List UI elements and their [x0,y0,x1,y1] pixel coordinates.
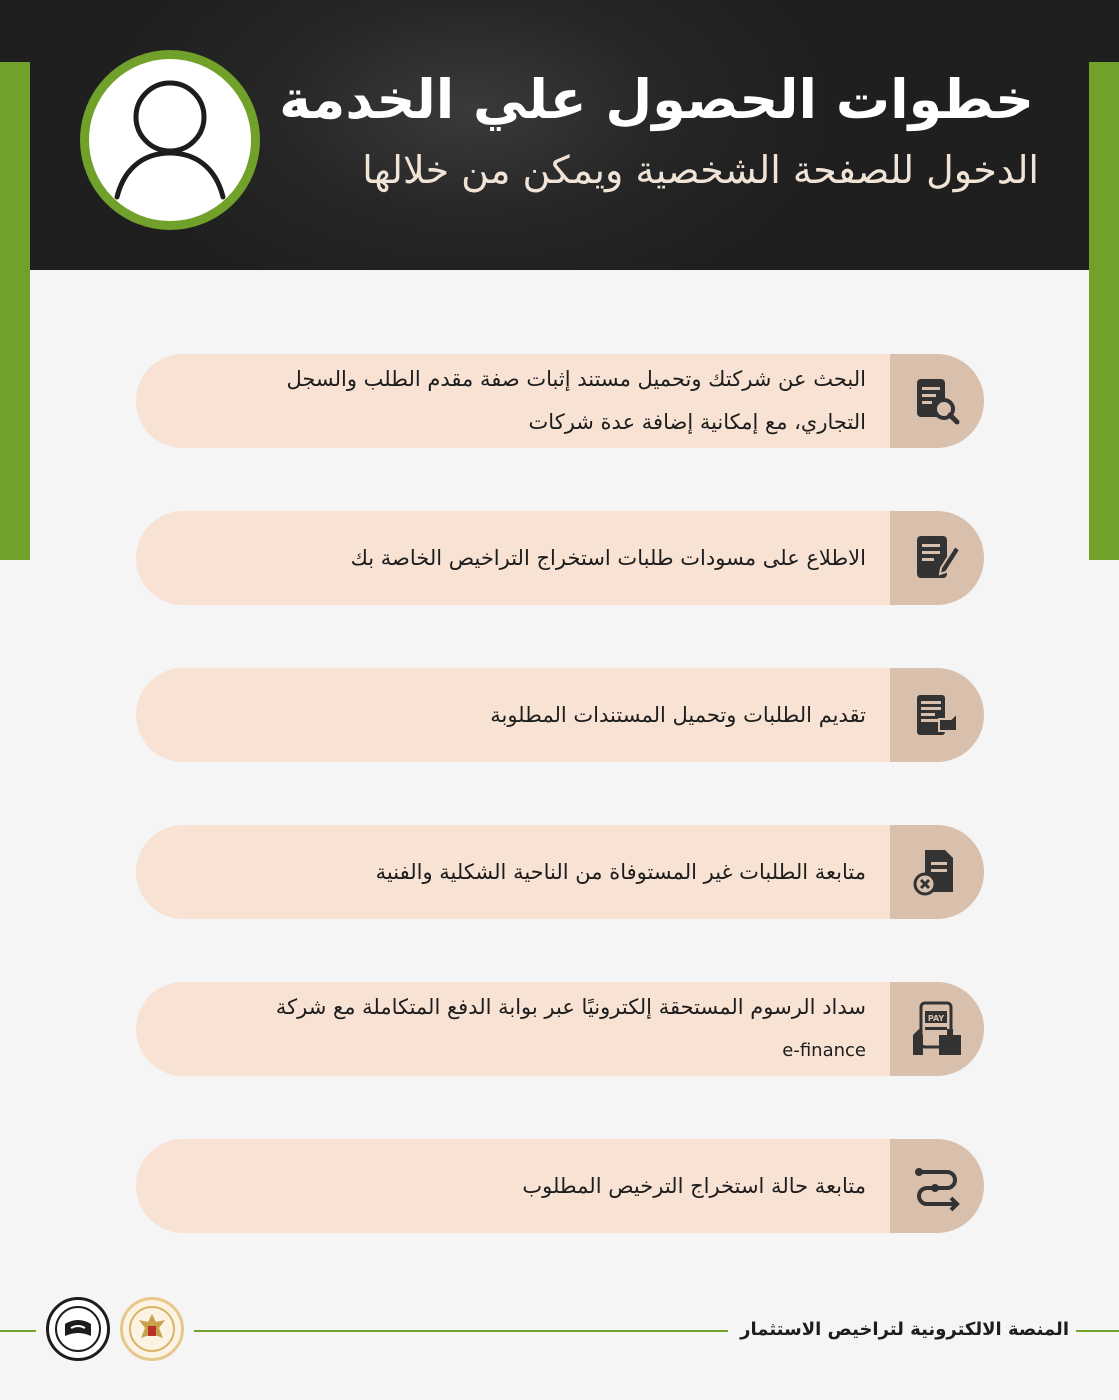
step-icon-container [890,825,984,919]
step-icon-container [890,982,984,1076]
step-item-6 [136,1139,984,1233]
step-item-4 [136,825,984,919]
step-icon-container [890,354,984,448]
mobile-pay-icon [909,1001,965,1057]
page-title: خطوات الحصول علي الخدمة [279,68,1034,131]
authority-logo [46,1297,110,1361]
step-line: متابعة حالة استخراج الترخيص المطلوب [522,1173,866,1198]
step-item-2 [136,511,984,605]
step-line: الاطلاع على مسودات طلبات استخراج التراخيص الخاصة بك [350,545,866,570]
right-accent-bar [1089,62,1119,560]
ministry-logo [120,1297,184,1361]
eagle-emblem-icon [127,1304,177,1354]
step-icon-container [890,511,984,605]
svg-text:PAY: PAY [927,1014,945,1023]
step-text [166,1139,866,1233]
document-search-icon [911,375,963,427]
step-line: التجاري، مع إمكانية إضافة عدة شركات [528,410,866,434]
footer-divider [0,1330,36,1332]
step-text [166,354,866,448]
step-line: متابعة الطلبات غير المستوفاة من الناحية الشكلية والفنية [375,859,866,884]
left-accent-bar [0,62,30,560]
footer-divider [194,1330,728,1332]
steps-list [136,354,984,1296]
step-line: سداد الرسوم المستحقة إلكترونيًا عبر بوابة الدفع المتكاملة مع شركة [275,995,866,1019]
document-submit-icon [911,689,963,741]
step-icon-container [890,668,984,762]
step-item-1 [136,354,984,448]
process-tracking-icon [911,1160,963,1212]
user-icon [95,65,245,215]
document-reject-icon [911,846,963,898]
step-text [166,982,866,1076]
step-line: البحث عن شركتك وتحميل مستند إثبات صفة مقدم الطلب والسجل [286,367,866,391]
page-subtitle: الدخول للصفحة الشخصية ويمكن من خلالها [362,148,1039,192]
user-avatar [80,50,260,230]
step-text [166,825,866,919]
step-item-3 [136,668,984,762]
step-item-5 [136,982,984,1076]
step-line: e-finance [782,1040,866,1061]
document-edit-icon [911,532,963,584]
authority-seal-icon [53,1304,103,1354]
step-text [166,511,866,605]
step-line: تقديم الطلبات وتحميل المستندات المطلوبة [490,702,866,727]
footer-platform-name: المنصة الالكترونية لتراخيص الاستثمار [740,1319,1069,1340]
footer-divider [1076,1330,1119,1332]
step-text [166,668,866,762]
step-icon-container [890,1139,984,1233]
